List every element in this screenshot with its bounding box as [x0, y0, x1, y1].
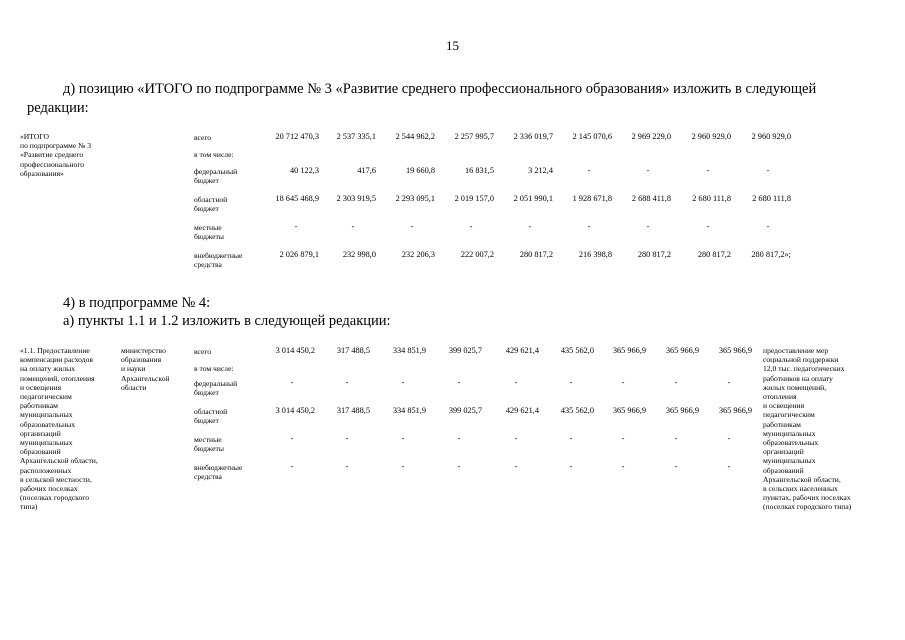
label-line: областной: [194, 195, 228, 204]
paragraph-d-line2: редакции:: [27, 100, 89, 116]
cell-obl-2: 2 303 919,5: [336, 194, 376, 203]
cell-mest-7: -: [646, 222, 650, 231]
cell-fed-4: -: [457, 378, 461, 387]
item-description-line: помещений, отопления: [20, 373, 95, 383]
cell-mest-8: -: [706, 222, 710, 231]
cell-vneb-1: 2 026 879,1: [279, 250, 319, 259]
cell-mest-7: -: [621, 434, 625, 443]
cell-fed-4: 16 831,5: [464, 166, 494, 175]
cell-vsego-1: 3 014 450,2: [275, 346, 315, 355]
cell-fed-5: 3 212,4: [528, 166, 553, 175]
cell-fed-7: -: [646, 166, 650, 175]
paragraph-a: а) пункты 1.1 и 1.2 изложить в следующей редакции:: [63, 313, 391, 329]
row-label-regional: [194, 407, 227, 425]
expected-result-line: образовательных: [763, 438, 819, 448]
item-description-line: Архангельской области,: [20, 456, 98, 466]
cell-vneb-4: -: [457, 462, 461, 471]
cell-fed-1: 40 122,3: [289, 166, 319, 175]
cell-mest-1: -: [294, 222, 298, 231]
cell-vsego-4: 2 257 995,7: [454, 132, 494, 141]
item-description-line: (поселках городского: [20, 493, 89, 503]
cell-vsego-7: 365 966,9: [612, 346, 646, 355]
label-line: бюджеты: [194, 444, 224, 454]
cell-vsego-9: 365 966,9: [718, 346, 752, 355]
cell-obl-8: 365 966,9: [665, 406, 699, 415]
paragraph-4: 4) в подпрограмме № 4:: [63, 295, 211, 311]
expected-result-line: организаций: [763, 447, 804, 457]
cell-fed-3: -: [401, 378, 405, 387]
executor-line: области: [121, 382, 147, 392]
expected-result: [763, 346, 851, 512]
cell-fed-3: 19 660,8: [405, 166, 435, 175]
cell-vneb-7: 280 817,2: [637, 250, 671, 259]
cell-obl-4: 399 025,7: [448, 406, 482, 415]
itogo-title-line: «ИТОГО: [20, 132, 49, 141]
cell-vsego-7: 2 969 229,0: [631, 132, 671, 141]
label-line: внебюджетные: [194, 463, 243, 472]
executor: [121, 346, 170, 392]
row-label-total: всего: [194, 133, 212, 142]
cell-mest-6: -: [587, 222, 591, 231]
cell-vneb-2: 232 998,0: [342, 250, 376, 259]
expected-result-line: муниципальных: [763, 456, 816, 466]
item-description: [20, 346, 98, 512]
cell-mest-5: -: [528, 222, 532, 231]
item-description-line: муниципальных: [20, 438, 73, 448]
cell-fed-5: -: [514, 378, 518, 387]
label-line: федеральный: [194, 167, 238, 176]
itogo-title-line: профессионального: [20, 159, 85, 169]
expected-result-line: 12,0 тыс. педагогических: [763, 364, 845, 374]
cell-vneb-8: -: [674, 462, 678, 471]
cell-mest-9: -: [727, 434, 731, 443]
item-description-line: в сельской местности,: [20, 474, 92, 484]
item-description-line: педагогическим: [20, 392, 72, 402]
item-description-line: на оплату жилых: [20, 364, 76, 374]
cell-vneb-6: -: [569, 462, 573, 471]
expected-result-line: социальной поддержки: [763, 355, 839, 365]
item-description-line: и освещения: [20, 382, 62, 392]
cell-vsego-8: 2 960 929,0: [691, 132, 731, 141]
label-line: бюджет: [194, 204, 219, 214]
itogo-title-line: образования»: [20, 168, 64, 178]
cell-vneb-3: 232 206,3: [401, 250, 435, 259]
cell-vneb-5: -: [514, 462, 518, 471]
cell-mest-6: -: [569, 434, 573, 443]
cell-fed-9: -: [766, 166, 770, 175]
cell-vneb-3: -: [401, 462, 405, 471]
cell-obl-6: 1 928 671,8: [572, 194, 612, 203]
item-description-line: «1.1. Предоставление: [20, 346, 90, 355]
expected-result-line: педагогическим: [763, 410, 815, 420]
cell-mest-9: -: [766, 222, 770, 231]
cell-mest-1: -: [290, 434, 294, 443]
label-line: бюджеты: [194, 232, 224, 242]
cell-vsego-2: 317 488,5: [336, 346, 370, 355]
cell-vsego-3: 2 544 962,2: [395, 132, 435, 141]
cell-obl-9: 365 966,9: [718, 406, 752, 415]
cell-vneb-1: -: [290, 462, 294, 471]
expected-result-line: муниципальных: [763, 428, 816, 438]
cell-vneb-6: 216 398,8: [578, 250, 612, 259]
row-label-total: всего: [194, 347, 212, 356]
cell-fed-2: 417,6: [357, 166, 376, 175]
row-label-including: в том числе:: [194, 150, 234, 159]
cell-vneb-2: -: [345, 462, 349, 471]
item-description-line: муниципальных: [20, 410, 73, 420]
row-label-local: [194, 435, 224, 453]
cell-mest-2: -: [345, 434, 349, 443]
row-label-federal: [194, 379, 237, 397]
expected-result-line: жилых помещений,: [763, 382, 827, 392]
label-line: местные: [194, 223, 222, 232]
cell-mest-5: -: [514, 434, 518, 443]
cell-fed-1: -: [290, 378, 294, 387]
expected-result-line: в сельских населенных: [763, 484, 838, 494]
item-description-line: образовательных: [20, 419, 76, 429]
cell-obl-3: 2 293 095,1: [395, 194, 435, 203]
cell-obl-2: 317 488,5: [336, 406, 370, 415]
paragraph-d-line1: д) позицию «ИТОГО по подпрограмме № 3 «Развитие среднего профессионального образования» изложить в следующей: [63, 81, 817, 97]
cell-vsego-4: 399 025,7: [448, 346, 482, 355]
cell-vsego-2: 2 537 335,1: [336, 132, 376, 141]
expected-result-line: работников на оплату: [763, 373, 833, 383]
cell-vsego-6: 435 562,0: [560, 346, 594, 355]
executor-line: образования: [121, 355, 162, 365]
expected-result-line: образований: [763, 465, 804, 475]
cell-mest-3: -: [410, 222, 414, 231]
label-line: областной: [194, 407, 228, 416]
cell-vsego-5: 2 336 019,7: [513, 132, 553, 141]
item-description-line: типа): [20, 502, 38, 512]
cell-vneb-7: -: [621, 462, 625, 471]
cell-obl-6: 435 562,0: [560, 406, 594, 415]
row-label-federal: [194, 167, 237, 185]
cell-vsego-8: 365 966,9: [665, 346, 699, 355]
label-line: бюджет: [194, 176, 219, 186]
item-description-line: компенсации расходов: [20, 355, 93, 365]
expected-result-line: отопления: [763, 392, 797, 402]
cell-fed-8: -: [706, 166, 710, 175]
cell-obl-3: 334 851,9: [392, 406, 426, 415]
cell-vsego-5: 429 621,4: [505, 346, 539, 355]
cell-obl-5: 429 621,4: [505, 406, 539, 415]
cell-mest-4: -: [469, 222, 473, 231]
cell-vneb-5: 280 817,2: [519, 250, 553, 259]
expected-result-line: Архангельской области,: [763, 474, 841, 484]
item-description-line: рабочих поселках: [20, 484, 78, 494]
cell-obl-9: 2 680 111,8: [752, 194, 791, 203]
cell-obl-5: 2 051 990,1: [513, 194, 553, 203]
row-label-local: [194, 223, 224, 241]
row-label-regional: [194, 195, 227, 213]
row-label-offbudget: [194, 251, 242, 269]
cell-fed-6: -: [569, 378, 573, 387]
cell-vsego-1: 20 712 470,3: [275, 132, 319, 141]
cell-mest-2: -: [351, 222, 355, 231]
item-description-line: расположенных: [20, 465, 72, 475]
cell-vneb-8: 280 817,2: [697, 250, 731, 259]
cell-vsego-6: 2 145 070,6: [572, 132, 612, 141]
itogo-title: [20, 132, 91, 178]
label-line: федеральный: [194, 379, 238, 388]
page-number: 15: [446, 38, 459, 53]
cell-vneb-9: 280 817,2»;: [751, 250, 791, 259]
cell-vneb-4: 222 007,2: [460, 250, 494, 259]
label-line: внебюджетные: [194, 251, 243, 260]
itogo-title-line: «Развитие среднего: [20, 150, 84, 160]
cell-fed-7: -: [621, 378, 625, 387]
cell-fed-2: -: [345, 378, 349, 387]
label-line: местные: [194, 435, 222, 444]
expected-result-line: работникам: [763, 419, 801, 429]
row-label-offbudget: [194, 463, 242, 481]
cell-mest-4: -: [457, 434, 461, 443]
cell-fed-9: -: [727, 378, 731, 387]
expected-result-line: (поселках городского типа): [763, 502, 852, 512]
cell-mest-8: -: [674, 434, 678, 443]
label-line: бюджет: [194, 416, 219, 426]
item-description-line: образований: [20, 447, 61, 457]
label-line: бюджет: [194, 388, 219, 398]
itogo-title-line: по подпрограмме № 3: [20, 141, 92, 151]
expected-result-line: и освещения: [763, 401, 805, 411]
cell-fed-6: -: [587, 166, 591, 175]
expected-result-line: предоставление мер: [763, 346, 829, 355]
label-line: средства: [194, 472, 222, 482]
item-description-line: организаций: [20, 428, 61, 438]
cell-obl-1: 18 645 468,9: [275, 194, 319, 203]
item-description-line: работникам: [20, 401, 58, 411]
cell-obl-7: 2 688 411,8: [631, 194, 671, 203]
cell-vsego-9: 2 960 929,0: [751, 132, 791, 141]
row-label-including: в том числе:: [194, 364, 234, 373]
cell-vneb-9: -: [727, 462, 731, 471]
executor-line: министерство: [121, 346, 166, 355]
cell-mest-3: -: [401, 434, 405, 443]
cell-obl-8: 2 680 111,8: [692, 194, 731, 203]
cell-obl-4: 2 019 157,0: [454, 194, 494, 203]
cell-obl-7: 365 966,9: [612, 406, 646, 415]
expected-result-line: пунктах, рабочих поселках: [763, 493, 851, 503]
executor-line: Архангельской: [121, 373, 170, 383]
cell-fed-8: -: [674, 378, 678, 387]
label-line: средства: [194, 260, 222, 270]
executor-line: и науки: [121, 364, 146, 374]
cell-obl-1: 3 014 450,2: [275, 406, 315, 415]
cell-vsego-3: 334 851,9: [392, 346, 426, 355]
